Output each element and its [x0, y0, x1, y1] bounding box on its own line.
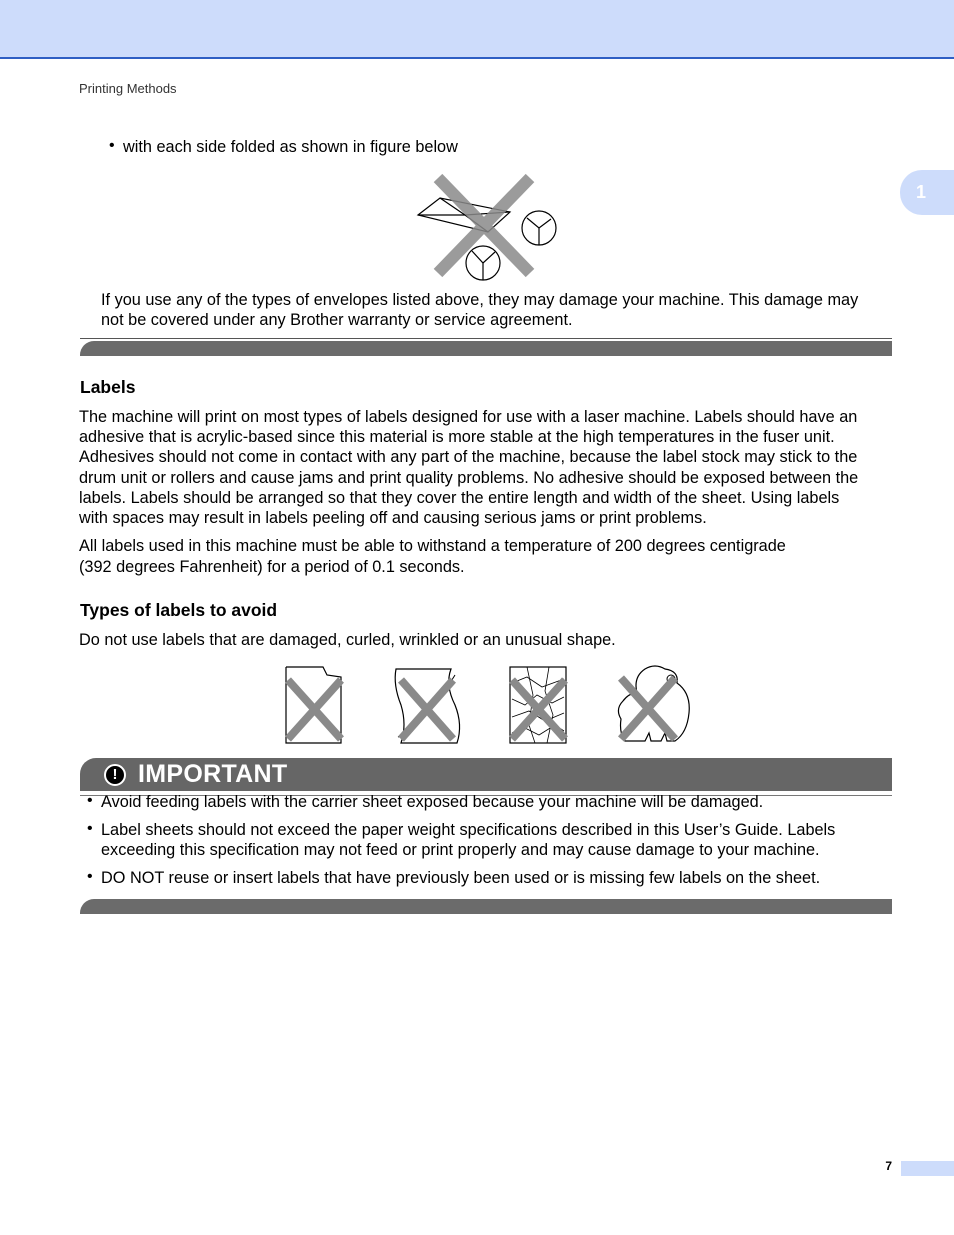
bullet-icon: • — [87, 868, 93, 885]
important-title: IMPORTANT — [138, 760, 288, 788]
avoid-intro: Do not use labels that are damaged, curled, wrinkled or an unusual shape. — [79, 631, 616, 649]
divider-bar — [80, 341, 892, 356]
important-item-2-line-2: exceeding this specification may not feed or print properly and may cause damage to your machine. — [101, 841, 820, 859]
labels-para1-line-5: labels. Labels should be arranged so that they cover the entire length and width of the sheet. Using labels — [79, 489, 840, 507]
labels-para1-line-4: drum unit or rollers and cause jams and print quality problems. No adhesive should be exposed between the — [79, 469, 859, 487]
labels-para1-line-2: adhesive that is acrylic-based since this material is more stable at the high temperatures in the fuser unit. — [79, 428, 835, 446]
damaged-label-figure — [283, 665, 347, 747]
envelope-bullet-text: with each side folded as shown in figure below — [123, 138, 458, 156]
labels-para1-line-1: The machine will print on most types of labels designed for use with a laser machine. Labels should have an — [79, 408, 858, 426]
running-head: Printing Methods — [79, 81, 177, 96]
page-number: 7 — [885, 1159, 892, 1173]
important-banner — [80, 758, 892, 791]
envelope-warning-line-1: If you use any of the types of envelopes listed above, they may damage your machine. This damage may — [101, 291, 859, 309]
important-item-1: Avoid feeding labels with the carrier sheet exposed because your machine will be damaged. — [101, 793, 764, 811]
folded-envelope-figure — [410, 170, 560, 285]
avoid-heading: Types of labels to avoid — [80, 600, 278, 620]
envelope-warning-line-2: not be covered under any Brother warranty or service agreement. — [101, 311, 573, 329]
important-item-3: DO NOT reuse or insert labels that have previously been used or is missing few labels on the sheet. — [101, 869, 821, 887]
labels-para1-line-6: with spaces may result in labels peeling off and causing serious jams or print problems. — [79, 509, 707, 527]
labels-para1-line-3: Adhesives should not come in contact with any part of the machine, because the label stock may stick to the — [79, 448, 858, 466]
wrinkled-label-figure — [507, 665, 571, 747]
chapter-tab — [900, 170, 954, 215]
exclamation-icon: ! — [104, 764, 126, 786]
unusual-shape-label-figure — [615, 663, 695, 747]
important-end-bar — [80, 899, 892, 914]
chapter-number: 1 — [916, 182, 927, 202]
curled-label-figure — [393, 665, 463, 747]
important-item-2-line-1: Label sheets should not exceed the paper weight specifications described in this User’s Guide. Labels — [101, 821, 836, 839]
labels-heading: Labels — [80, 377, 136, 397]
bullet-icon: • — [87, 792, 93, 809]
divider-thin — [80, 338, 892, 339]
bullet-icon: • — [87, 820, 93, 837]
bullet-icon: • — [109, 137, 115, 154]
header-band — [0, 0, 954, 59]
footer-band — [901, 1161, 954, 1176]
labels-para2-line-1: All labels used in this machine must be able to withstand a temperature of 200 degrees centigrade — [79, 537, 786, 555]
labels-para2-line-2: (392 degrees Fahrenheit) for a period of 0.1 seconds. — [79, 558, 465, 576]
